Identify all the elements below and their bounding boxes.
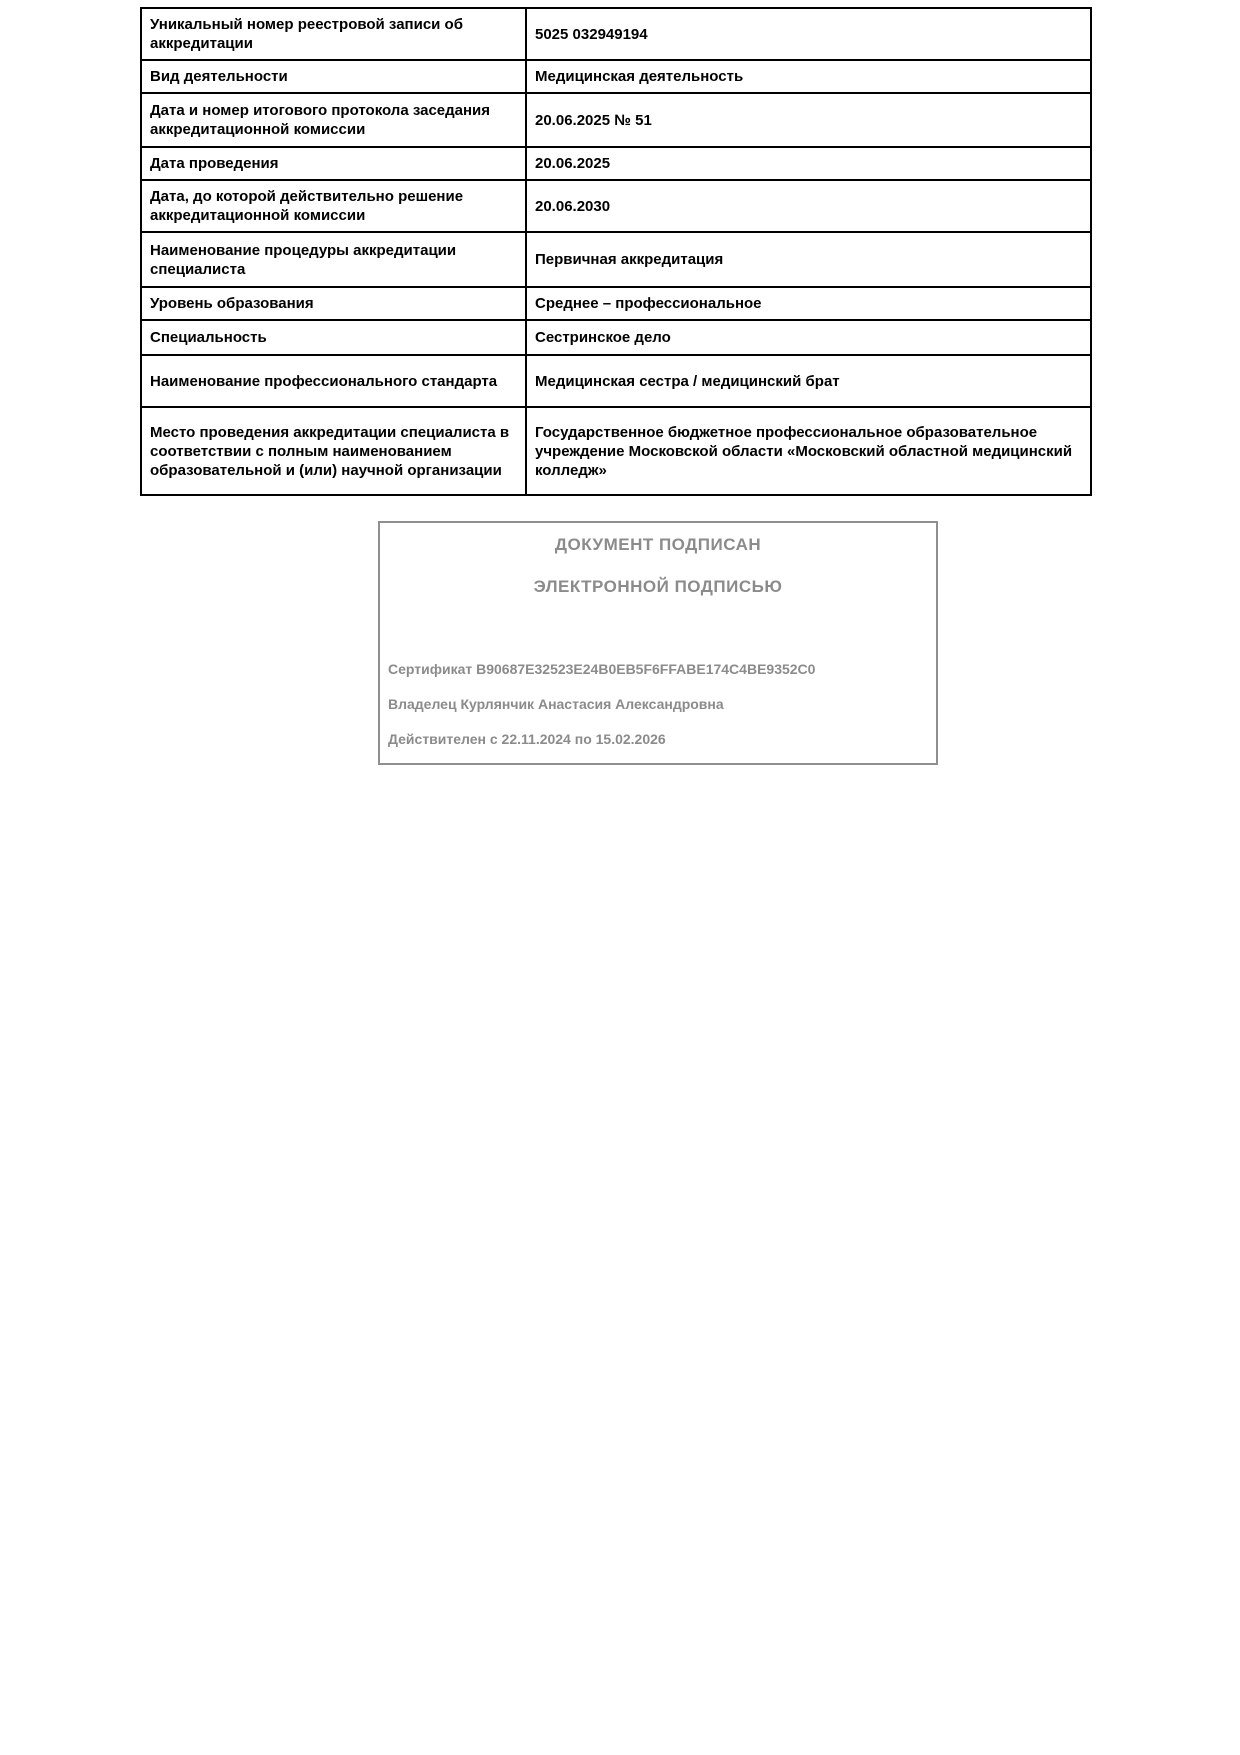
row-value: Среднее – профессиональное — [526, 287, 1091, 320]
row-label: Место проведения аккредитации специалиста в соответствии с полным наименованием образовательной и (или) научной организации — [141, 407, 526, 495]
table-row — [141, 355, 1091, 407]
signature-title-line2: ЭЛЕКТРОННОЙ ПОДПИСЬЮ — [533, 577, 783, 596]
signature-title-line1: ДОКУМЕНТ ПОДПИСАН — [554, 535, 762, 554]
row-value: Медицинская сестра / медицинский брат — [526, 355, 1091, 407]
row-value: 20.06.2025 — [526, 147, 1091, 180]
table-row — [141, 93, 1091, 147]
row-label: Уровень образования — [141, 287, 526, 320]
table-row — [141, 147, 1091, 180]
row-label: Специальность — [141, 320, 526, 355]
signature-block — [378, 521, 938, 765]
signature-owner: Владелец Курлянчик Анастасия Александровна — [388, 696, 724, 712]
row-value: Медицинская деятельность — [526, 60, 1091, 93]
table-row — [141, 232, 1091, 287]
row-label: Наименование профессионального стандарта — [141, 355, 526, 407]
row-value: 20.06.2030 — [526, 180, 1091, 232]
row-value: 5025 032949194 — [526, 8, 1091, 60]
signature-certificate: Сертификат B90687E32523E24B0EB5F6FFABE174C4BE9352C0 — [388, 661, 816, 677]
table-row — [141, 320, 1091, 355]
table-row — [141, 180, 1091, 232]
row-value: 20.06.2025 № 51 — [526, 93, 1091, 147]
row-label: Наименование процедуры аккредитации специалиста — [141, 232, 526, 287]
row-label: Дата проведения — [141, 147, 526, 180]
row-label: Уникальный номер реестровой записи об аккредитации — [141, 8, 526, 60]
accreditation-table — [140, 7, 1092, 496]
row-value: Первичная аккредитация — [526, 232, 1091, 287]
table-row — [141, 287, 1091, 320]
table-row — [141, 407, 1091, 495]
table-row — [141, 60, 1091, 93]
row-label: Вид деятельности — [141, 60, 526, 93]
row-value: Сестринское дело — [526, 320, 1091, 355]
row-value: Государственное бюджетное профессиональное образовательное учреждение Московской области «Московский областной медицинский колледж» — [526, 407, 1091, 495]
signature-validity: Действителен с 22.11.2024 по 15.02.2026 — [388, 731, 666, 747]
row-label: Дата, до которой действительно решение аккредитационной комиссии — [141, 180, 526, 232]
row-label: Дата и номер итогового протокола заседания аккредитационной комиссии — [141, 93, 526, 147]
table-row — [141, 8, 1091, 60]
